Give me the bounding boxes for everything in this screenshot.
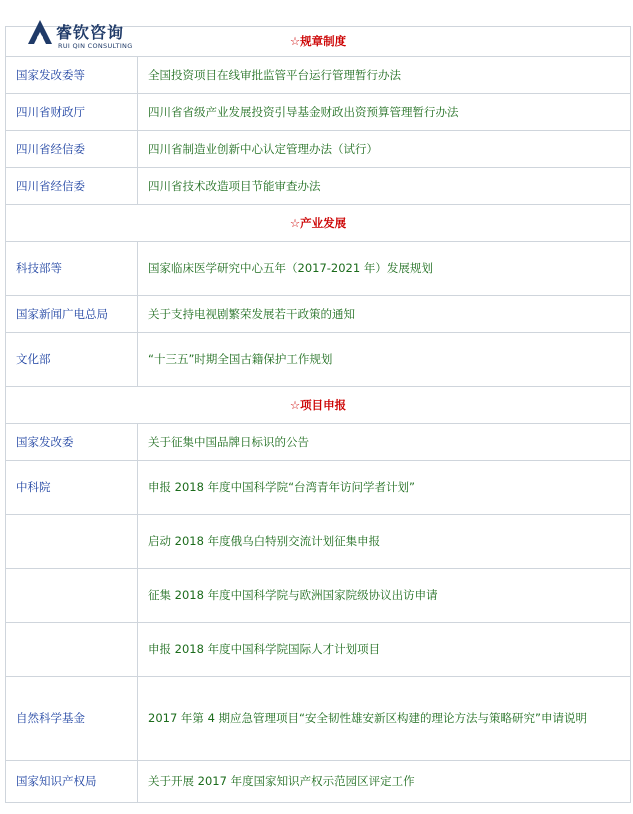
org-cell: 文化部 <box>6 333 138 387</box>
table-row <box>6 623 631 677</box>
item-link[interactable]: 关于开展 2017 年度国家知识产权示范园区评定工作 <box>138 761 631 803</box>
logo-mark-icon <box>26 18 54 48</box>
section-title: ☆项目申报 <box>6 387 631 424</box>
logo-subtext: RUI QIN CONSULTING <box>58 42 133 50</box>
org-cell: 科技部等 <box>6 242 138 296</box>
item-link[interactable]: 关于支持电视剧繁荣发展若干政策的通知 <box>138 296 631 333</box>
item-link[interactable]: 全国投资项目在线审批监管平台运行管理暂行办法 <box>138 57 631 94</box>
item-link[interactable]: 启动 2018 年度俄乌白特别交流计划征集申报 <box>138 515 631 569</box>
table-row <box>6 242 631 296</box>
table-row <box>6 761 631 803</box>
table-row <box>6 296 631 333</box>
org-cell: 四川省经信委 <box>6 168 138 205</box>
org-cell: 国家知识产权局 <box>6 761 138 803</box>
table-row <box>6 461 631 515</box>
org-cell: 四川省经信委 <box>6 131 138 168</box>
table-row <box>6 677 631 761</box>
item-link[interactable]: 2017 年第 4 期应急管理项目“安全韧性雄安新区构建的理论方法与策略研究”申请说明 <box>138 677 631 761</box>
company-logo <box>26 18 146 54</box>
item-link[interactable]: 四川省省级产业发展投资引导基金财政出资预算管理暂行办法 <box>138 94 631 131</box>
org-cell <box>6 515 138 569</box>
table-row <box>6 424 631 461</box>
item-link[interactable]: “十三五”时期全国古籍保护工作规划 <box>138 333 631 387</box>
item-link[interactable]: 申报 2018 年度中国科学院国际人才计划项目 <box>138 623 631 677</box>
org-cell: 国家发改委 <box>6 424 138 461</box>
section-title: ☆规章制度 <box>6 27 631 57</box>
item-link[interactable]: 四川省技术改造项目节能审查办法 <box>138 168 631 205</box>
table-row <box>6 569 631 623</box>
org-cell: 四川省财政厅 <box>6 94 138 131</box>
item-link[interactable]: 申报 2018 年度中国科学院“台湾青年访问学者计划” <box>138 461 631 515</box>
table-row <box>6 57 631 94</box>
org-cell <box>6 569 138 623</box>
table-row <box>6 94 631 131</box>
item-link[interactable]: 关于征集中国品牌日标识的公告 <box>138 424 631 461</box>
item-link[interactable]: 四川省制造业创新中心认定管理办法（试行） <box>138 131 631 168</box>
logo-text: 睿钦咨询 <box>56 23 125 42</box>
section-title: ☆产业发展 <box>6 205 631 242</box>
table-row <box>6 131 631 168</box>
table-row <box>6 515 631 569</box>
table-row <box>6 168 631 205</box>
org-cell: 国家新闻广电总局 <box>6 296 138 333</box>
item-link[interactable]: 国家临床医学研究中心五年（2017-2021 年）发展规划 <box>138 242 631 296</box>
section-header-row <box>6 205 631 242</box>
policy-table <box>5 26 631 803</box>
org-cell: 自然科学基金 <box>6 677 138 761</box>
org-cell: 国家发改委等 <box>6 57 138 94</box>
org-cell: 中科院 <box>6 461 138 515</box>
section-header-row <box>6 387 631 424</box>
table-row <box>6 333 631 387</box>
item-link[interactable]: 征集 2018 年度中国科学院与欧洲国家院级协议出访申请 <box>138 569 631 623</box>
org-cell <box>6 623 138 677</box>
